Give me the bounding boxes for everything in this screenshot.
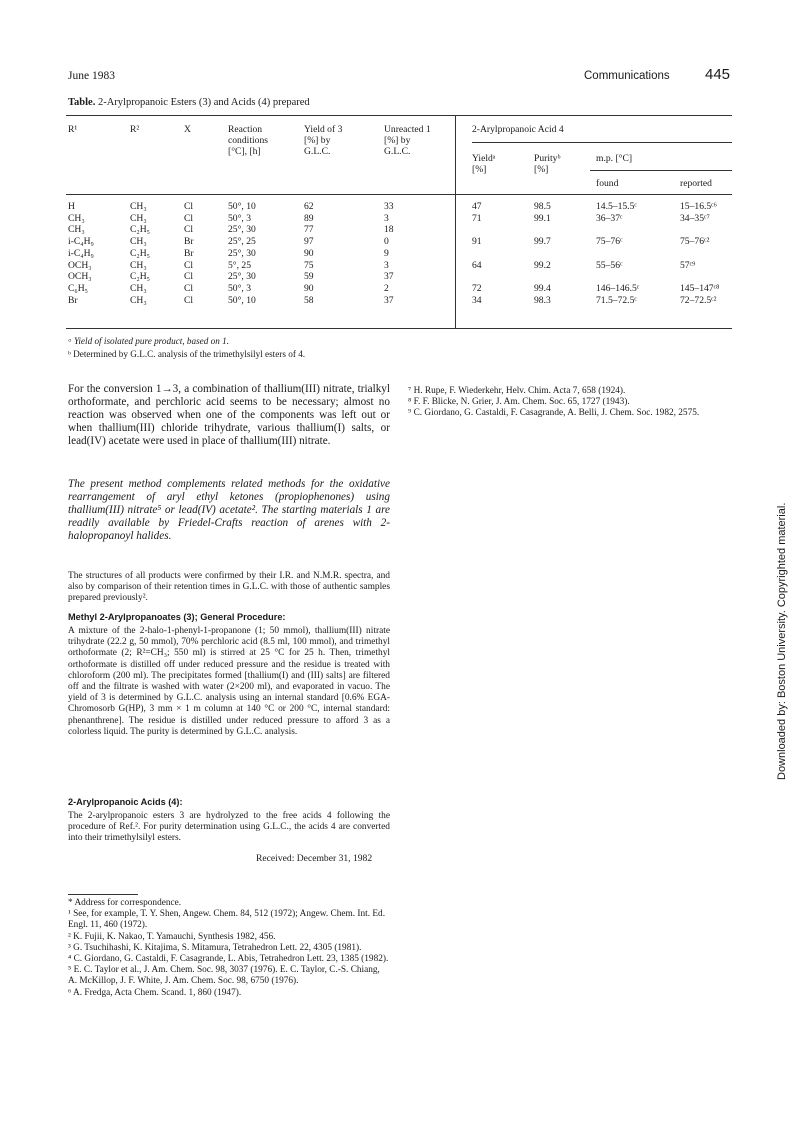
table-cell: 64 — [472, 259, 482, 271]
table-footnote-a: ᵃ Yield of isolated pure product, based on 1. — [68, 336, 230, 346]
col-acid-yield: Yieldᵃ — [472, 153, 496, 164]
table-cell: 99.1 — [534, 212, 551, 224]
col-conditions: Reaction — [228, 124, 263, 135]
table-cell: 36–37ᶜ — [596, 212, 623, 224]
table-cell: 34 — [472, 294, 482, 306]
table-cell: 50°, 3 — [228, 212, 252, 224]
download-watermark: Downloaded by: Boston University. Copyrighted material. — [776, 502, 788, 780]
table-cell: 58 — [304, 294, 314, 306]
table-cell: 75 — [304, 259, 314, 271]
table-cell: Cl — [184, 294, 194, 306]
table-cell: 62 — [304, 201, 314, 212]
reference-7: ⁷ H. Rupe, F. Wiederkehr, Helv. Chim. Acta 7, 658 (1924). — [408, 386, 626, 396]
col-unreacted-3: G.L.C. — [384, 146, 411, 157]
heading-general-procedure: Methyl 2-Arylpropanoates (3); General Procedure: — [68, 612, 286, 622]
table-cell: Cl — [184, 224, 194, 236]
table-cell: 50°, 10 — [228, 294, 256, 306]
table-cell: Br — [68, 294, 78, 306]
table-cell: 9 — [384, 247, 389, 259]
table-cell: 3 — [384, 259, 389, 271]
col-unreacted-2: [%] by — [384, 135, 411, 146]
table-cell: 97 — [304, 236, 314, 248]
running-header-date: June 1983 — [68, 70, 115, 82]
col-conditions-2: conditions — [228, 135, 268, 146]
page-number: 445 — [705, 66, 731, 83]
table-cell: i-C₄H₉ — [68, 236, 94, 248]
heading-acids: 2-Arylpropanoic Acids (4): — [68, 797, 183, 807]
table-cell: 25°, 30 — [228, 224, 256, 236]
table-cell: CH₃ — [130, 259, 147, 271]
col-purity: Purityᵇ — [534, 153, 561, 164]
table-cell: CH₃ — [130, 282, 147, 294]
col-purity-unit: [%] — [534, 164, 549, 175]
table-cell: CH₃ — [130, 201, 147, 212]
table-cell: C₂H₅ — [130, 271, 151, 283]
reference-9: ⁹ C. Giordano, G. Castaldi, F. Casagrande, A. Belli, J. Chem. Soc. 1982, 2575. — [408, 408, 700, 419]
table-title — [68, 97, 310, 108]
reference-5: ⁵ E. C. Taylor et al., J. Am. Chem. Soc. 98, 3037 (1976). E. C. Taylor, C.-S. Chiang, A. McKillop, J. F. White, J. Am. Chem. Soc. 98, 6750 (1976). — [68, 965, 380, 987]
reference-8: ⁸ F. F. Blicke, N. Grier, J. Am. Chem. Soc. 65, 1727 (1943). — [408, 397, 630, 408]
table-cell: 57ᶜ⁹ — [680, 259, 696, 271]
table-cell: OCH₃ — [68, 271, 92, 283]
table-cell: 0 — [384, 236, 389, 248]
table-cell: 18 — [384, 224, 394, 236]
paragraph-structures: The structures of all products were confirmed by their I.R. and N.M.R. spectra, and also by comparison of their retention times in G.L.C. with those of authentic samples prepared previously². — [68, 571, 390, 604]
table-cell: 99.7 — [534, 236, 551, 248]
reference-4: ⁴ C. Giordano, G. Castaldi, F. Casagrande, L. Abis, Tetrahedron Lett. 23, 1385 (1982). — [68, 954, 389, 965]
table-title-text: 2-Arylpropanoic Esters (3) and Acids (4) prepared — [97, 97, 310, 108]
table-cell: 25°, 30 — [228, 271, 256, 283]
reference-2: ² K. Fujii, K. Nakao, T. Yamauchi, Synthesis 1982, 456. — [68, 931, 276, 942]
table-cell: 146–146.5ᶜ — [596, 282, 640, 294]
table-cell: Cl — [184, 201, 194, 212]
table-top-rule — [66, 115, 732, 116]
table-cell: 25°, 25 — [228, 236, 256, 248]
table-cell: i-C₄H₉ — [68, 247, 94, 259]
table-footnote-b: ᵇ Determined by G.L.C. analysis of the trimethylsilyl esters of 4. — [68, 349, 306, 359]
table-cell: 145–147ᶜ⁸ — [680, 282, 720, 294]
table-cell: 72 — [472, 282, 482, 294]
received-date: Received: December 31, 1982 — [256, 853, 373, 864]
table-cell: Cl — [184, 212, 194, 224]
table-cell: 72–72.5ᶜ² — [680, 294, 717, 306]
reference-corresp: * Address for correspondence. — [68, 898, 182, 908]
reference-1: ¹ See, for example, T. Y. Shen, Angew. Chem. 84, 512 (1972); Angew. Chem. Int. Ed. Engl. 11, 460 (1972). — [68, 909, 386, 931]
table-cell: Br — [184, 236, 194, 248]
col-mp-found: found — [596, 178, 619, 189]
table-cell: C₂H₅ — [130, 224, 151, 236]
table-bottom-rule — [66, 328, 732, 329]
table-cell: 25°, 30 — [228, 247, 256, 259]
table-cell: 99.2 — [534, 259, 551, 271]
table-cell: 3 — [384, 212, 389, 224]
table-cell: 71 — [472, 212, 482, 224]
paragraph-acids: The 2-arylpropanoic esters 3 are hydrolyzed to the free acids 4 following the procedure of Ref.². For purity determination using G.L.C., the acids 4 are converted into their trimethylsilyl esters. — [68, 811, 390, 844]
references-right — [408, 386, 732, 420]
mp-header-rule — [590, 170, 732, 171]
table-cell: 55–56ᶜ — [596, 259, 623, 271]
table-vertical-rule — [455, 116, 456, 328]
running-header-section: Communications — [584, 70, 670, 82]
col-r2: R² — [130, 124, 140, 135]
table-cell: C₆H₅ — [68, 282, 89, 294]
table-cell: H — [68, 201, 75, 212]
table-header-rule — [66, 194, 732, 195]
table-cell: 50°, 3 — [228, 282, 252, 294]
table-cell: 50°, 10 — [228, 201, 256, 212]
col-x: X — [184, 124, 191, 135]
table-cell: CH₃ — [130, 212, 147, 224]
table-cell: CH₃ — [68, 224, 85, 236]
col-yield3-2: [%] by — [304, 135, 331, 146]
col-mp-reported: reported — [680, 178, 712, 189]
col-mp: m.p. [°C] — [596, 153, 633, 164]
table-cell: 91 — [472, 236, 482, 248]
table-cell: Br — [184, 247, 194, 259]
table-cell: CH₃ — [130, 236, 147, 248]
table-cell: 37 — [384, 294, 394, 306]
acid-header-rule — [472, 142, 732, 143]
col-yield3: Yield of 3 — [304, 124, 343, 135]
reference-6: ⁶ A. Fredga, Acta Chem. Scand. 1, 860 (1947). — [68, 987, 242, 998]
table-cell: OCH₃ — [68, 259, 92, 271]
table-cell: 90 — [304, 247, 314, 259]
paragraph-method: The present method complements related methods for the oxidative rearrangement of aryl ethyl ketones (propiophenones) using thallium(III) nitrate⁵ or lead(IV) acetate². The starting materials 1 are readily available by Friedel-Crafts reaction of arenes with 2-halopropanoyl halides. — [68, 478, 390, 542]
table-cell: 71.5–72.5ᶜ — [596, 294, 637, 306]
table-cell: 37 — [384, 271, 394, 283]
table-title-prefix: Table. — [68, 97, 96, 108]
table-cell: 99.4 — [534, 282, 551, 294]
col-unreacted: Unreacted 1 — [384, 124, 431, 135]
table-cell: Cl — [184, 271, 194, 283]
col-r1: R¹ — [68, 124, 78, 135]
table-cell: 33 — [384, 201, 394, 212]
table-cell: 59 — [304, 271, 314, 283]
table-cell: 98.3 — [534, 294, 551, 306]
table-cell: 15–16.5ᶜ⁶ — [680, 201, 717, 212]
table-cell: 14.5–15.5ᶜ — [596, 201, 637, 212]
col-acid-group: 2-Arylpropanoic Acid 4 — [472, 124, 564, 135]
table-cell: 75–76ᶜ — [596, 236, 623, 248]
paragraph-procedure: A mixture of the 2-halo-1-phenyl-1-propanone (1; 50 mmol), thallium(III) nitrate trihydrate (22.2 g, 50 mmol), 70% perchloric acid (8.5 ml, 100 mmol), and trimethyl orthoformate (2; R²=CH₃; 550 ml) is stirred at 25 °C for 25 h. Then, trimethyl orthoformate is distilled off under reduced pressure and the residue is treated with chloroform (200 ml). The precipitates formed [thallium(I) and (III) salts] are filtered off and the filtrate is washed with water (2×200 ml), and evaporated in vacuo. The yield of 3 is determined by G.L.C. analysis using an internal standard [0.6% EGA-Chromosorb G(HP), 3 mm × 1 m column at 140 °C or 200 °C, internal standard: phenanthrene]. The residue is distilled under reduced pressure to afford 3 as a colorless liquid. The purity is determined by G.L.C. analysis. — [68, 626, 390, 737]
table-cell: 2 — [384, 282, 389, 294]
table-cell: C₂H₅ — [130, 247, 151, 259]
footnote-divider — [68, 894, 138, 895]
table-cell: CH₃ — [68, 212, 85, 224]
table-cell: Cl — [184, 282, 194, 294]
table-cell: 89 — [304, 212, 314, 224]
references-bottom — [68, 898, 390, 999]
paragraph-conversion: For the conversion 1→3, a combination of thallium(III) nitrate, trialkyl orthoformate, and perchloric acid seems to be necessary; almost no reaction was observed when one of the components was left out or when thallium(III) chloride trihydrate, various thallium(I) salts, or lead(IV) acetate were used in place of thallium(III) nitrate. — [68, 383, 390, 447]
col-acid-yield-unit: [%] — [472, 164, 487, 175]
reference-3: ³ G. Tsuchihashi, K. Kitajima, S. Mitamura, Tetrahedron Lett. 22, 4305 (1981). — [68, 942, 362, 953]
table-cell: 90 — [304, 282, 314, 294]
table-cell: 5°, 25 — [228, 259, 252, 271]
table-cell: 98.5 — [534, 201, 551, 212]
col-conditions-3: [°C], [h] — [228, 146, 261, 157]
table-cell: 75–76ᶜ² — [680, 236, 710, 248]
table-cell: 47 — [472, 201, 482, 212]
table-cell: Cl — [184, 259, 194, 271]
table-cell: CH₃ — [130, 294, 147, 306]
table-cell: 77 — [304, 224, 314, 236]
table-cell: 34–35ᶜ⁷ — [680, 212, 710, 224]
col-yield3-3: G.L.C. — [304, 146, 331, 157]
